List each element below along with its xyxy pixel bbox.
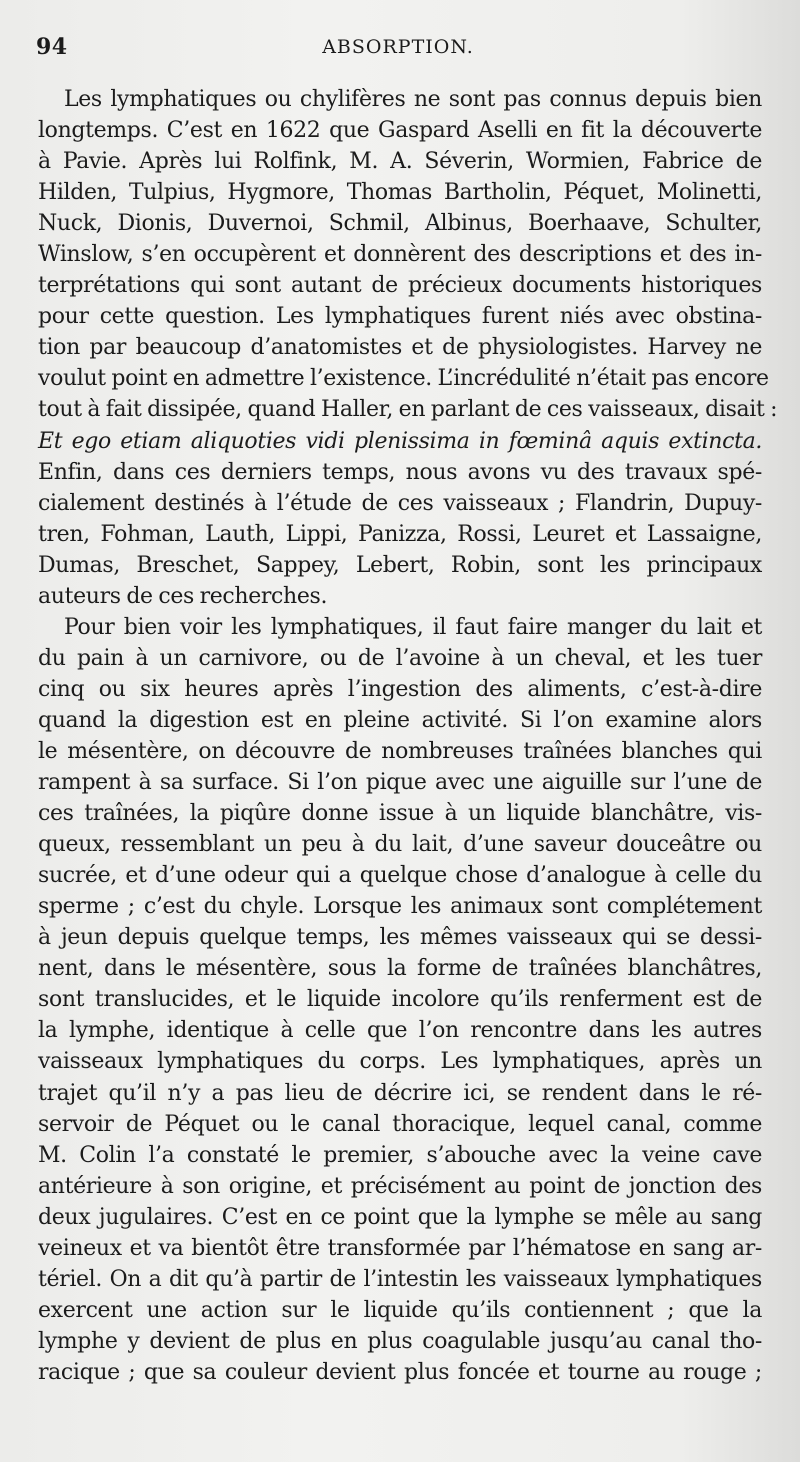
text-line: trajet qu’il n’y a pas lieu de décrire ici, se rendent dans le ré- [38,1080,762,1106]
text-line: Nuck, Dionis, Duvernoi, Schmil, Albinus, Boerhaave, Schulter, [38,211,762,237]
text-line: deux jugulaires. C’est en ce point que la lymphe se mêle au sang [38,1204,762,1230]
text-line: rampent à sa surface. Si l’on pique avec une aiguille sur l’une de [38,770,762,796]
text-line: Les lymphatiques ou chylifères ne sont pas connus depuis bien [64,87,762,112]
page-number: 94 [36,34,68,60]
text-line: sperme ; c’est du chyle. Lorsque les animaux sont complétement [38,894,762,920]
text-line: Pour bien voir les lymphatiques, il faut faire manger du lait et [64,614,762,640]
text-line: queux, ressemblant un peu à du lait, d’une saveur douceâtre ou [38,832,762,858]
text-line: quand la digestion est en pleine activité. Si l’on examine alors [38,707,762,733]
paragraph-history [38,84,778,612]
text-line: sont translucides, et le liquide incolore qu’ils renferment est de [38,987,762,1013]
text-line: veineux et va bientôt être transformée par l’hématose en sang ar- [38,1235,762,1261]
text-line: la lymphe, identique à celle que l’on rencontre dans les autres [38,1018,762,1044]
text-line: voulut point en admettre l’existence. L’incrédulité n’était pas encore [38,366,769,392]
text-line: tion par beaucoup d’anatomistes et de physiologistes. Harvey ne [38,335,762,361]
text-line: M. Colin l’a constaté le premier, s’abouche avec la veine cave [38,1142,762,1168]
text-line: servoir de Péquet ou le canal thoracique, lequel canal, comme [38,1111,762,1137]
text-line: Winslow, s’en occupèrent et donnèrent des descriptions et des in- [38,242,762,268]
text-line: Dumas, Breschet, Sappey, Lebert, Robin, sont les principaux [38,552,762,578]
text-line: à jeun depuis quelque temps, les mêmes vaisseaux qui se dessi- [38,925,762,951]
text-line: nent, dans le mésentère, sous la forme de traînées blanchâtres, [38,956,762,982]
text-line: le mésentère, on découvre de nombreuses traînées blanches qui [38,738,762,764]
running-title: ABSORPTION. [322,36,474,58]
latin-quote-line: Et ego etiam aliquoties vidi plenissima in fœminâ aquis extincta. [38,428,762,454]
text-line: sucrée, et d’une odeur qui a quelque chose d’analogue à celle du [38,863,762,889]
text-line: auteurs de ces recherches. [38,583,328,609]
text-line: longtemps. C’est en 1622 que Gaspard Aselli en fit la découverte [38,118,762,144]
text-line: pour cette question. Les lymphatiques furent niés avec obstina- [38,304,762,330]
text-line: Enfin, dans ces derniers temps, nous avons vu des travaux spé- [38,459,762,485]
text-line: exercent une action sur le liquide qu’ils contiennent ; que la [38,1297,762,1323]
running-head [36,34,760,62]
text-line: Hilden, Tulpius, Hygmore, Thomas Bartholin, Péquet, Molinetti, [38,180,762,206]
text-line: du pain à un carnivore, ou de l’avoine à un cheval, et les tuer [38,645,762,671]
text-line: antérieure à son origine, et précisément au point de jonction des [38,1173,762,1199]
body-text [38,84,778,1388]
text-line: lymphe y devient de plus en plus coagulable jusqu’au canal tho- [38,1328,762,1354]
text-line: tériel. On a dit qu’à partir de l’intestin les vaisseaux lymphatiques [38,1266,762,1292]
text-line: cinq ou six heures après l’ingestion des aliments, c’est-à-dire [38,676,762,702]
text-line: cialement destinés à l’étude de ces vaisseaux ; Flandrin, Dupuy- [38,490,762,516]
text-line: racique ; que sa couleur devient plus foncée et tourne au rouge ; [38,1359,762,1385]
text-line: vaisseaux lymphatiques du corps. Les lymphatiques, après un [38,1049,762,1075]
text-line: terprétations qui sont autant de précieux documents historiques [38,273,762,299]
text-line: tout à fait dissipée, quand Haller, en parlant de ces vaisseaux, disait : [38,397,778,423]
text-line: à Pavie. Après lui Rolfink, M. A. Séverin, Wormien, Fabrice de [38,149,762,175]
text-line: ces traînées, la piqûre donne issue à un liquide blanchâtre, vis- [38,801,762,827]
text-line: tren, Fohman, Lauth, Lippi, Panizza, Rossi, Leuret et Lassaigne, [38,521,762,547]
paragraph-observation [38,612,762,1388]
